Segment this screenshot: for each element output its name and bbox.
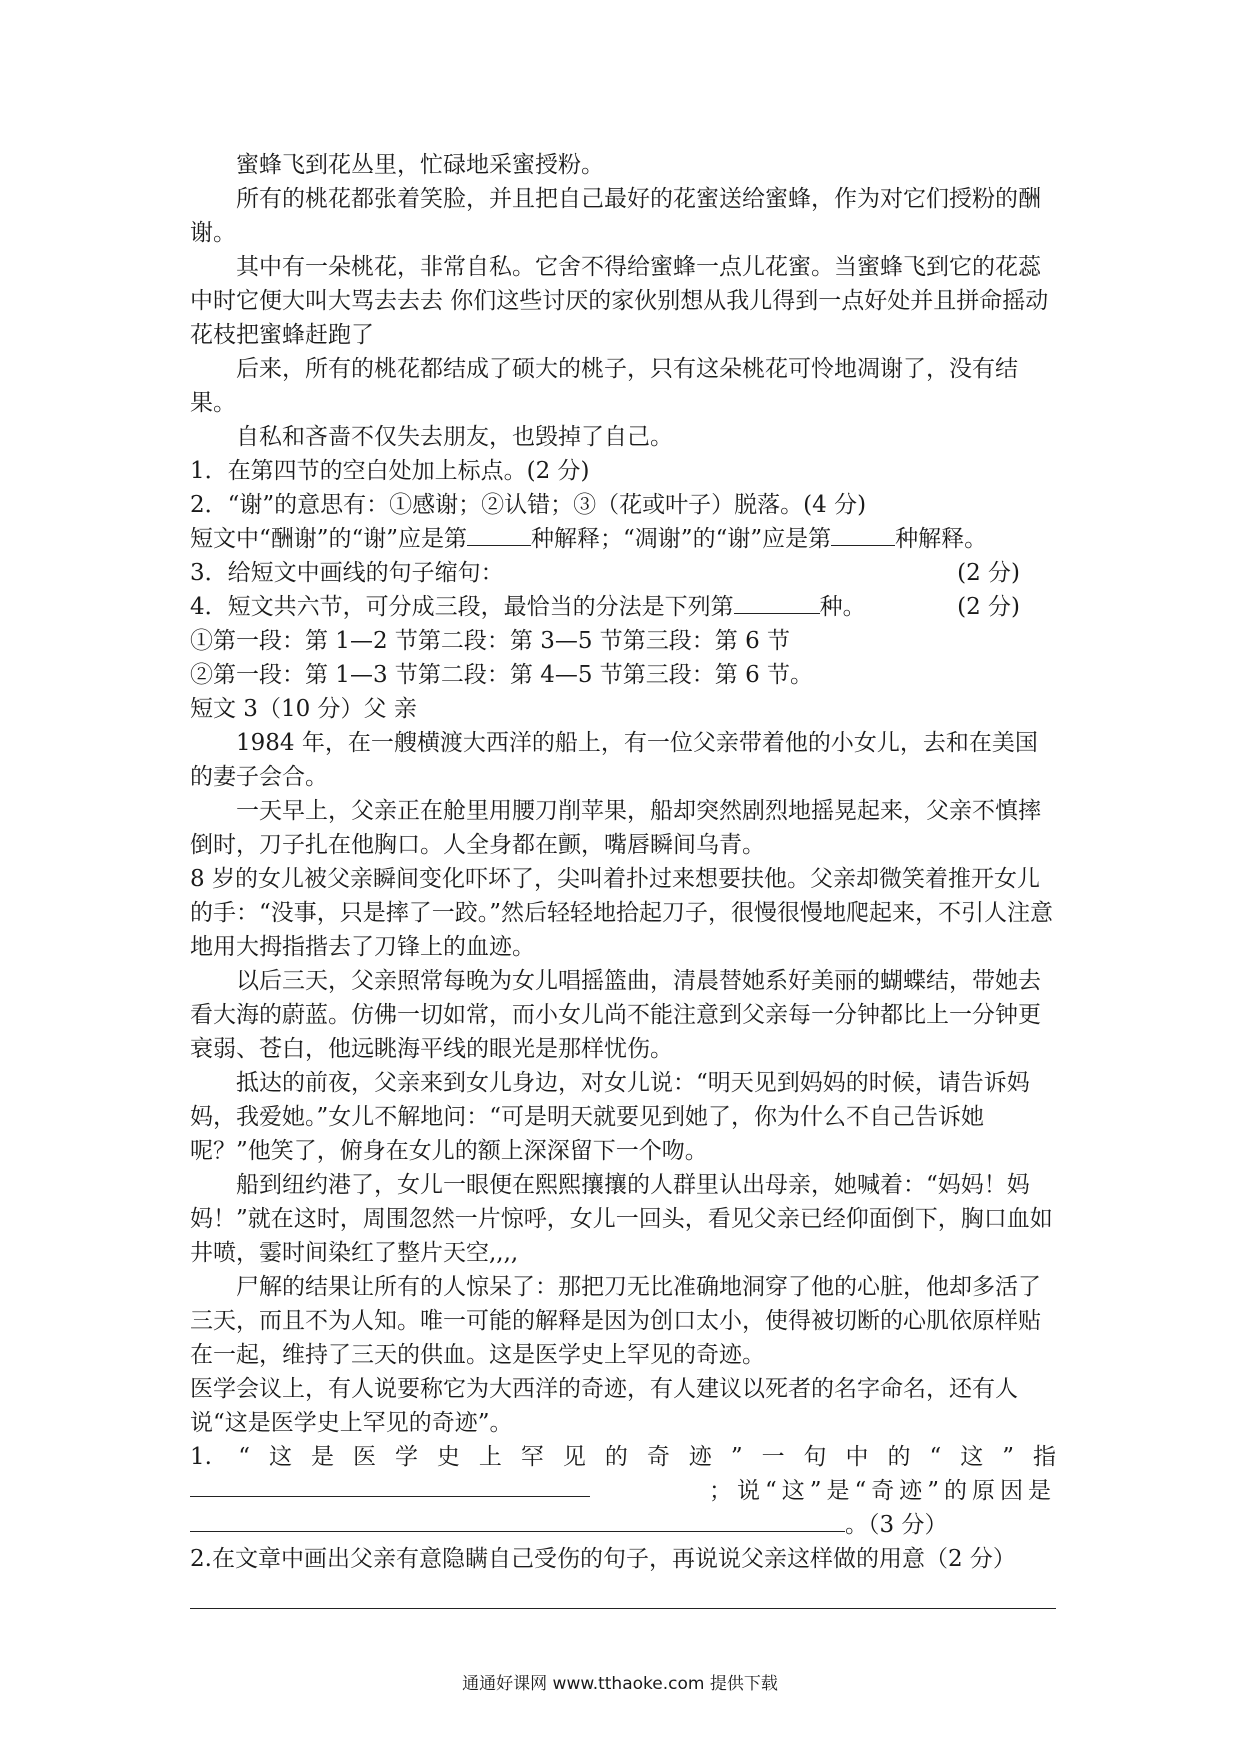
passage3-paragraph-8: 医学会议上，有人说要称它为大西洋的奇迹，有人建议以死者的名字命名，还有人说“这是医学史上罕见的奇迹”。 — [190, 1376, 1018, 1436]
blank-question-1-text-b: ；说“这”是“奇迹”的原因是 — [708, 1478, 1056, 1504]
answer-blank[interactable] — [467, 523, 531, 546]
question-2-text-a: 短文中“酬谢”的“谢”应是第 — [190, 526, 468, 552]
passage3-paragraph-2: 一天早上，父亲正在舱里用腰刀削苹果，船却突然剧烈地摇晃起来，父亲不慎摔倒时，刀子扎在他胸口。人全身都在颤，嘴唇瞬间乌青。 — [190, 798, 1041, 858]
question-4-score: (2 分) — [957, 594, 1020, 620]
blank-question-2: 2.在文章中画出父亲有意隐瞒自己受伤的句子，再说说父亲这样做的用意（2 分） — [190, 1546, 1016, 1572]
document-body — [190, 148, 1072, 1609]
passage2-paragraph-1: 蜜蜂飞到花丛里，忙碌地采蜜授粉。 — [236, 152, 604, 178]
blank-question-1-line-3 — [190, 1508, 1056, 1542]
question-3 — [190, 556, 1056, 590]
question-2-text-b: 种解释；“凋谢”的“谢”应是第 — [531, 526, 832, 552]
question-2: 2．“谢”的意思有：①感谢；②认错；③（花或叶子）脱落。(4 分) — [190, 492, 867, 518]
question-4-text-a: 4．短文共六节，可分成三段，最恰当的分法是下列第 — [190, 594, 734, 620]
footer-text: 通通好课网 www.tthaoke.com 提供下载 — [462, 1674, 778, 1694]
passage3-paragraph-3: 8 岁的女儿被父亲瞬间变化吓坏了，尖叫着扑过来想要扶他。父亲却微笑着推开女儿的手：“没事，只是摔了一跤。”然后轻轻地拾起刀子，很慢很慢地爬起来，不引人注意地用大拇指揩去了刀锋上的血迹。 — [190, 866, 1054, 960]
passage3-paragraph-4: 以后三天，父亲照常每晚为女儿唱摇篮曲，清晨替她系好美丽的蝴蝶结，带她去看大海的蔚蓝。仿佛一切如常，而小女儿尚不能注意到父亲每一分钟都比上一分钟更衰弱、苍白，他远眺海平线的眼光是那样忧伤。 — [190, 968, 1041, 1062]
passage3-paragraph-5: 抵达的前夜，父亲来到女儿身边，对女儿说：“明天见到妈妈的时候，请告诉妈妈，我爱她。”女儿不解地问：“可是明天就要见到她了，你为什么不自己告诉她呢？”他笑了，俯身在女儿的额上深深留下一个吻。 — [190, 1070, 1030, 1164]
passage3-paragraph-7: 尸解的结果让所有的人惊呆了：那把刀无比准确地洞穿了他的心脏，他却多活了三天，而且不为人知。唯一可能的解释是因为创口太小，使得被切断的心肌依原样贴在一起，维持了三天的供血。这是医学史上罕见的奇迹。 — [190, 1274, 1041, 1368]
question-2-text-c: 种解释。 — [895, 526, 988, 552]
question-3-text: 3．给短文中画线的句子缩句： — [190, 560, 504, 586]
answer-blank[interactable] — [190, 1474, 590, 1497]
blank-question-1-text-c: 。（3 分） — [845, 1512, 948, 1538]
option-2: ②第一段：第 1—3 节第二段：第 4—5 节第三段：第 6 节。 — [190, 662, 814, 688]
passage3-title: 短文 3（10 分）父 亲 — [190, 696, 417, 722]
question-2-blanks — [190, 522, 1056, 556]
passage3-paragraph-1: 1984 年，在一艘横渡大西洋的船上，有一位父亲带着他的小女儿，去和在美国的妻子会合。 — [190, 730, 1038, 790]
answer-blank[interactable] — [734, 591, 820, 614]
answer-line[interactable] — [190, 1578, 1056, 1609]
passage3-paragraph-6: 船到纽约港了，女儿一眼便在熙熙攘攘的人群里认出母亲，她喊着：“妈妈！妈妈！”就在这时，周围忽然一片惊呼，女儿一回头，看见父亲已经仰面倒下，胸口血如井喷，霎时间染红了整片天空,,,, — [190, 1172, 1053, 1266]
passage2-paragraph-3: 其中有一朵桃花，非常自私。它舍不得给蜜蜂一点儿花蜜。当蜜蜂飞到它的花蕊中时它便大叫大骂去去去 你们这些讨厌的家伙别想从我儿得到一点好处并且拼命摇动 花枝把蜜蜂赶跑了 — [190, 254, 1072, 348]
blank-question-1-line-1: 1. “这是医学史上罕见的奇迹”一句中的“这”指 — [190, 1444, 1056, 1470]
passage2-paragraph-2: 所有的桃花都张着笑脸，并且把自己最好的花蜜送给蜜蜂，作为对它们授粉的酬谢。 — [190, 186, 1041, 246]
blank-question-1-line-2 — [190, 1474, 1056, 1508]
passage2-paragraph-4: 后来，所有的桃花都结成了硕大的桃子，只有这朵桃花可怜地凋谢了，没有结果。 — [190, 356, 1018, 416]
answer-blank[interactable] — [831, 523, 895, 546]
passage2-paragraph-5: 自私和吝啬不仅失去朋友，也毁掉了自己。 — [236, 424, 673, 450]
option-1: ①第一段：第 1—2 节第二段：第 3—5 节第三段：第 6 节 — [190, 628, 791, 654]
question-4 — [190, 590, 1056, 624]
answer-blank[interactable] — [190, 1509, 845, 1532]
question-4-text — [190, 590, 866, 624]
question-3-score: (2 分) — [957, 560, 1020, 586]
question-1: 1．在第四节的空白处加上标点。(2 分) — [190, 458, 590, 484]
question-4-text-b: 种。 — [819, 594, 866, 620]
